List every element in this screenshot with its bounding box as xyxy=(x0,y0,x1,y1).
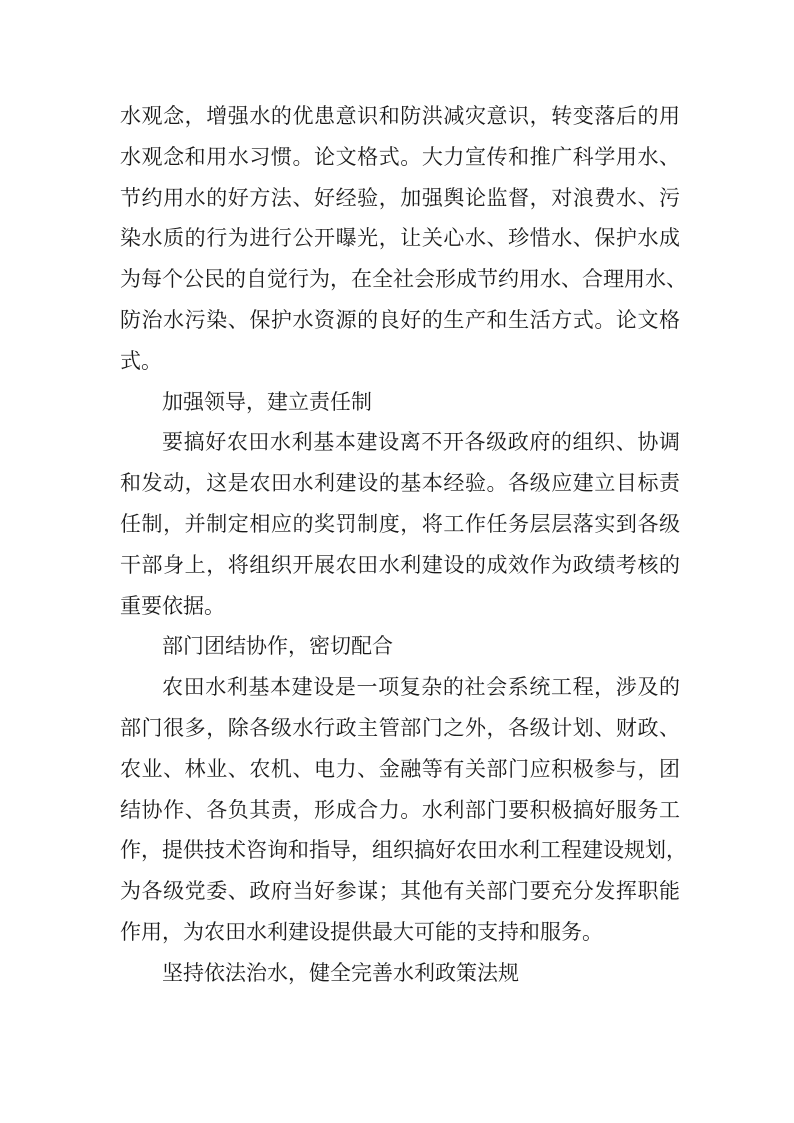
section-heading: 加强领导，建立责任制 xyxy=(162,389,372,414)
paragraph-line: 染水质的行为进行公开曝光，让关心水、珍惜水、保护水成 xyxy=(120,226,680,251)
section-heading: 部门团结协作，密切配合 xyxy=(162,634,393,659)
paragraph-line: 农业、林业、农机、电力、金融等有关部门应积极参与，团 xyxy=(120,756,680,781)
paragraph-line: 为每个公民的自觉行为，在全社会形成节约用水、合理用水、 xyxy=(120,267,687,292)
paragraph-line: 水观念和用水习惯。论文格式。大力宣传和推广科学用水、 xyxy=(120,144,680,169)
paragraph-line: 和发动，这是农田水利建设的基本经验。各级应建立目标责 xyxy=(120,471,680,496)
paragraph-line: 干部身上，将组织开展农田水利建设的成效作为政绩考核的 xyxy=(120,552,680,577)
paragraph-line: 任制，并制定相应的奖罚制度，将工作任务层层落实到各级 xyxy=(120,511,680,536)
paragraph-line: 节约用水的好方法、好经验，加强舆论监督，对浪费水、污 xyxy=(120,185,680,210)
paragraph-line: 水观念，增强水的优患意识和防洪减灾意识，转变落后的用 xyxy=(120,104,680,128)
paragraph-line: 要搞好农田水利基本建设离不开各级政府的组织、协调 xyxy=(162,430,680,455)
paragraph-line: 式。 xyxy=(120,348,162,373)
paragraph-line: 作，提供技术咨询和指导，组织搞好农田水利工程建设规划， xyxy=(120,838,687,863)
paragraph-line: 作用，为农田水利建设提供最大可能的支持和服务。 xyxy=(120,919,603,944)
section-heading: 坚持依法治水，健全完善水利政策法规 xyxy=(162,960,519,985)
body-text xyxy=(120,96,687,994)
paragraph-line: 部门很多，除各级水行政主管部门之外，各级计划、财政、 xyxy=(120,715,680,740)
paragraph-line: 防治水污染、保护水资源的良好的生产和生活方式。论文格 xyxy=(120,307,680,332)
paragraph-line: 重要依据。 xyxy=(120,593,225,618)
paragraph-line: 农田水利基本建设是一项复杂的社会系统工程，涉及的 xyxy=(162,675,680,700)
paragraph-line: 为各级党委、政府当好参谋；其他有关部门要充分发挥职能 xyxy=(120,879,680,904)
paragraph-line: 结协作、各负其责，形成合力。水利部门要积极搞好服务工 xyxy=(120,797,680,822)
